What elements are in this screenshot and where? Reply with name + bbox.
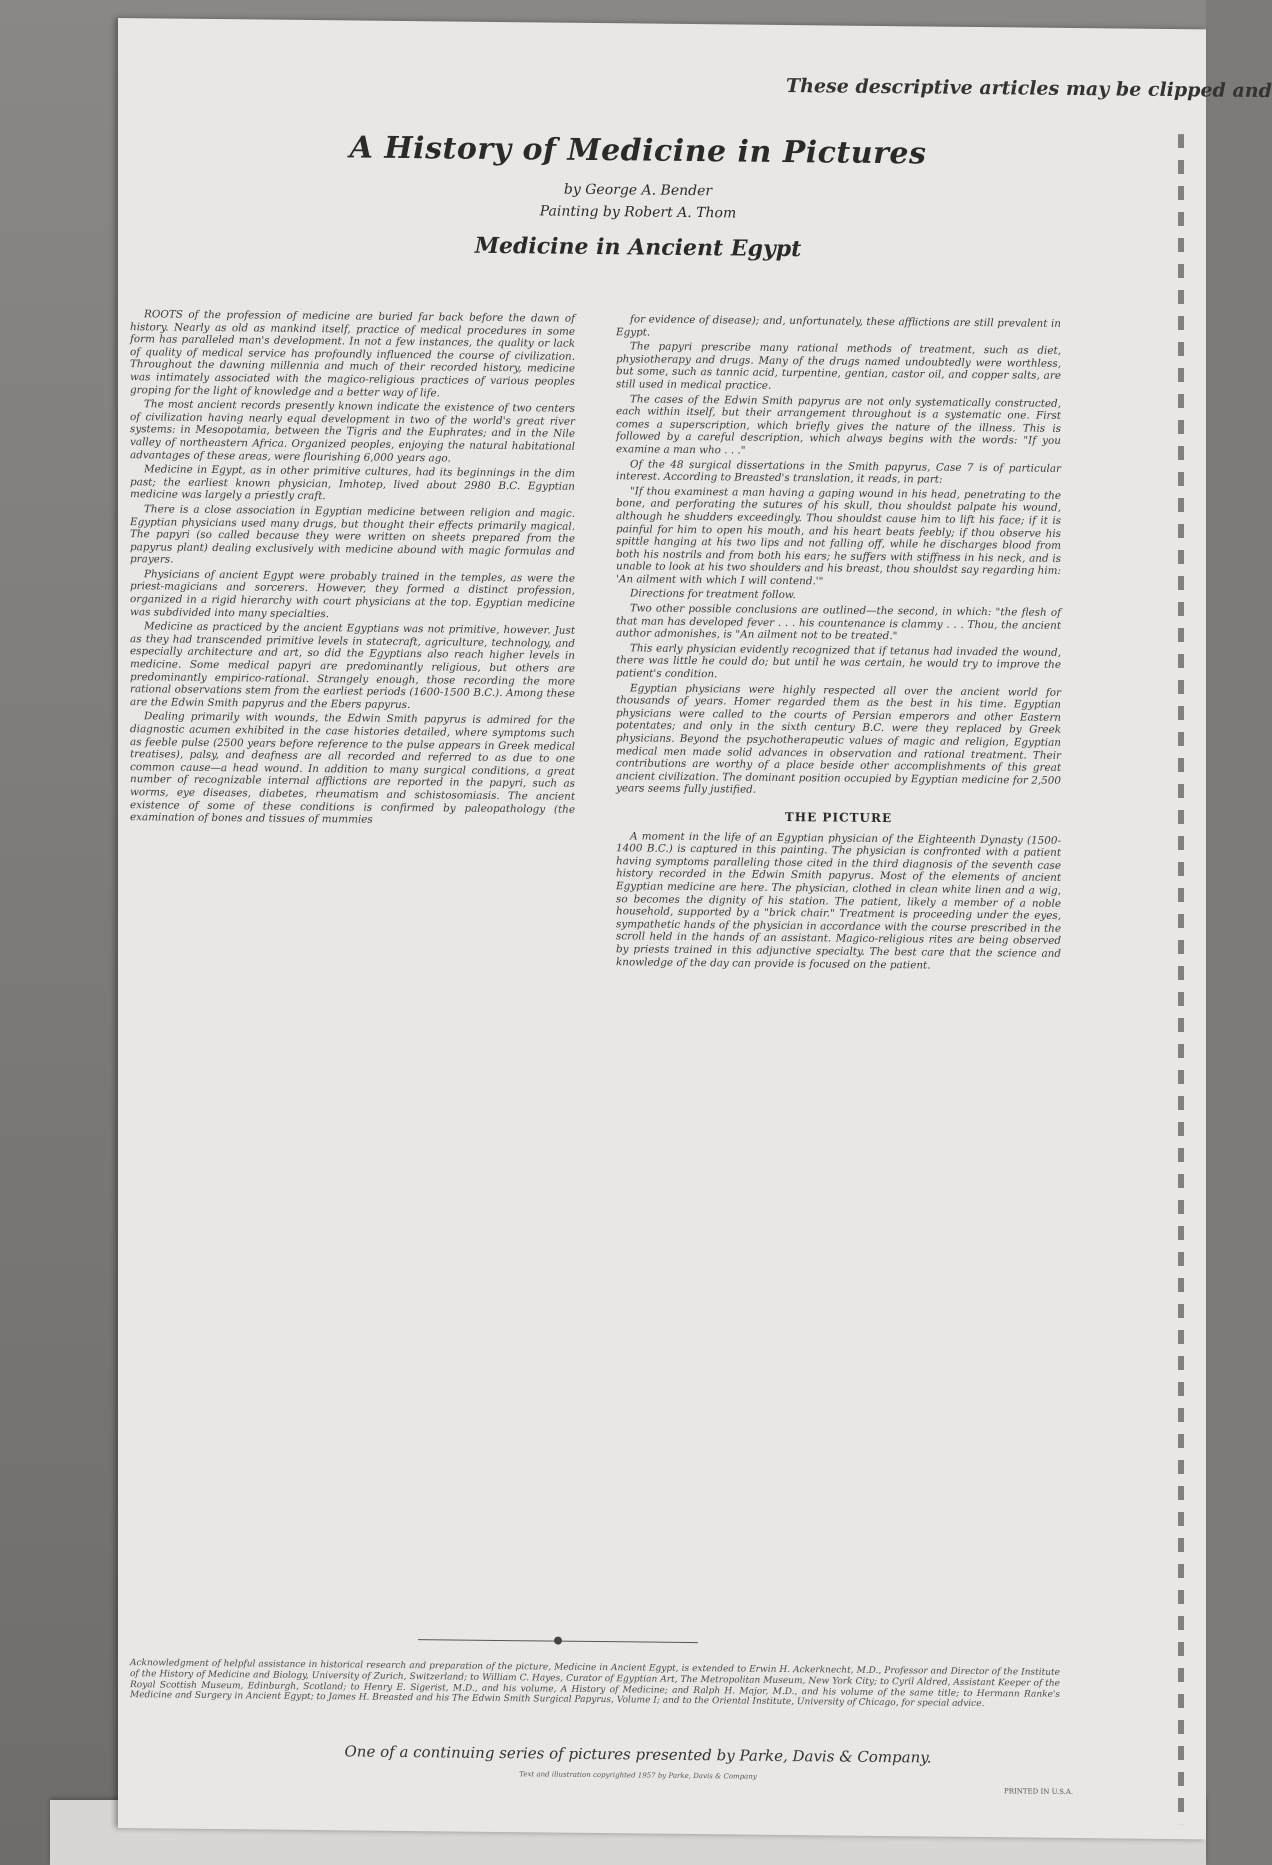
divider-ornament bbox=[554, 1637, 562, 1645]
right-column bbox=[616, 313, 1061, 975]
paragraph: Directions for treatment follow. bbox=[630, 587, 796, 602]
picture-heading: THE PICTURE bbox=[784, 809, 893, 826]
author-byline: by George A. Bender bbox=[563, 181, 713, 200]
paragraph: The most ancient records presently known indicate the existence of two centers of civilization having nearly equal development in two of the world's great river systems: in Mesopotamia, between the Tigris and the Euphrates; and in the Nile valley of northeastern Africa. Organized peoples, enjoying the natural habitational advantages of these areas, were flourishing 6,000 years ago. bbox=[130, 398, 575, 465]
article-title: A History of Medicine in Pictures bbox=[349, 130, 927, 172]
printed-note: PRINTED IN U.S.A. bbox=[1004, 1787, 1074, 1797]
paragraph: Two other possible conclusions are outlined—the second, in which: "the flesh of that man has developed fever . . . his countenance is clammy . . . Thou, the ancient author admonishes, is "An ailment not to be treated." bbox=[616, 602, 1061, 643]
clip-note: These descriptive articles may be clipped and bbox=[786, 74, 1272, 103]
paragraph: Physicians of ancient Egypt were probably trained in the temples, as were the priest-magicians and sorcerers. However, they formed a distinct profession, organized in a rigid hierarchy with court physicians at the top. Egyptian medicine was subdivided into many specialties. bbox=[130, 568, 575, 620]
copyright-line: Text and illustration copyrighted 1957 by Parke, Davis & Company bbox=[519, 1770, 757, 1781]
picture-description: A moment in the life of an Egyptian physician of the Eighteenth Dynasty (1500-1400 B.C.) is captured in this painting. The physician is confronted with a patient having symptoms paralleling those cited in the third diagnosis of the seventh case history recorded in the Edwin Smith papyrus. Most of the elements of ancient Egyptian medicine are here. The physician, clothed in clean white linen and a wig, so becomes the dignity of his station. The patient, likely a member of a noble household, supported by a "brick chair." Treatment is proceeding under the eyes, sympathetic hands of the physician in accordance with the course prescribed in the scroll held in the hands of an assistant. Magico-religious rites are being observed by priests trained in this adjunctive specialty. The best care that the science and knowledge of the day can provide is focused on the patient. bbox=[616, 829, 1061, 972]
paragraph: Of the 48 surgical dissertations in the Smith papyrus, Case 7 is of particular interest. According to Breasted's translation, it reads, in part: bbox=[616, 457, 1061, 486]
paragraph: This early physician evidently recognized that if tetanus had invaded the wound, there was little he could do; but until he was certain, he would try to improve the patient's condition. bbox=[616, 642, 1061, 681]
paragraph: "If thou examinest a man having a gaping wound in his head, penetrating to the bone, and perforating the sutures of his skull, thou shouldst palpate his wound, although he shudders exceedingly. Thou shouldst cause him to lift his face; if it is painful for him to open his mouth, and his heart beats feebly; if thou observe his spittle hanging at his two lips and not falling off, while he discharges blood from both his nostrils and from both his ears; he suffers with stiffness in his neck, and is unable to look at his two shoulders and his breast, thou shouldst say regarding him: 'An ailment with which I will contend.'" bbox=[616, 485, 1061, 588]
document-sheet bbox=[118, 18, 1272, 1839]
paragraph: Medicine as practiced by the ancient Egyptians was not primitive, however. Just as they had transcended primitive levels in statecraft, agriculture, technology, and especially architecture and art, so did the Egyptians also reach higher levels in medicine. Some medical papyri are predominantly religious, but others are predominantly empirico-rational. Strangely enough, those recording the more rational observations stem from the earliest periods (1600-1500 B.C.). Among these are the Edwin Smith papyrus and the Ebers papyrus. bbox=[130, 620, 575, 711]
paragraph: ROOTS of the profession of medicine are buried far back before the dawn of history. Nearly as old as mankind itself, practice of medical procedures in some form has paralleled man's development. In not a few instances, the quality or lack of quality of medical service has profoundly influenced the course of civilization. Throughout the dawning millennia and much of their recorded history, medicine was intimately associated with the magico-religious practices of various peoples groping for the light of knowledge and a better way of life. bbox=[130, 308, 575, 399]
paragraph: There is a close association in Egyptian medicine between religion and magic. Egyptian physicians used many drugs, but thought their effects primarily magical. The papyri (so called because they were written on sheets prepared from the papyrus plant) dealing exclusively with medicine abound with magic formulas and prayers. bbox=[130, 503, 575, 566]
acknowledgment: Acknowledgment of helpful assistance in historical research and preparation of the picture, Medicine in Ancient Egypt, is extended to Erwin H. Ackerknecht, M.D., Professor and Director of the Institute of the History of Medicine and Biology, University of Zurich, Switzerland; to William C. Hayes, Curator of Egyptian Art, The Metropolitan Museum, New York City; to Cyril Aldred, Assistant Keeper of the Royal Scottish Museum, Edinburgh, Scotland; to Henry E. Sigerist, M.D., and his volume, A History of Medicine; and Ralph H. Major, M.D., and his volume of the same title; to Hermann Ranke's Medicine and Surgery in Ancient Egypt; to James H. Breasted and his The Edwin Smith Surgical Papyrus, Volume I; and to the Oriental Institute, University of Chicago, for special advice. bbox=[130, 1658, 1060, 1710]
series-note: One of a continuing series of pictures presented by Parke, Davis & Company. bbox=[344, 1742, 932, 1767]
paragraph: The papyri prescribe many rational methods of treatment, such as diet, physiotherapy and drugs. Many of the drugs named undoubtedly were worthless, but some, such as tannic acid, turpentine, gentian, castor oil, and copper salts, are still used in medical practice. bbox=[616, 340, 1061, 392]
painting-credit: Painting by Robert A. Thom bbox=[539, 203, 737, 222]
paragraph: for evidence of disease); and, unfortunately, these afflictions are still prevalent in Egypt. bbox=[616, 313, 1061, 339]
article-subtitle: Medicine in Ancient Egypt bbox=[474, 232, 802, 263]
paragraph: Dealing primarily with wounds, the Edwin Smith papyrus is admired for the diagnostic acumen exhibited in the case histories detailed, where symptoms such as feeble pulse (2500 years before reference to the pulse appears in Greek medical treatises), palsy, and deafness are all recorded and referred to as due to one common cause—a head wound. In addition to many surgical conditions, a great number of recognizable internal afflictions are reported in the papyri, such as worms, eye diseases, diabetes, rheumatism and schistosomiasis. The ancient existence of some of these conditions is confirmed by paleopathology (the examination of bones and tissues of mummies bbox=[130, 710, 575, 826]
article-header bbox=[118, 128, 1158, 266]
paragraph: The cases of the Edwin Smith papyrus are not only systematically constructed, each within itself, but their arrangement throughout is a systematic one. First comes a superscription, which briefly gives the nature of the illness. This is followed by a careful description, which always begins with the words: "If you examine a man who . . ." bbox=[616, 392, 1061, 457]
paragraph: Medicine in Egypt, as in other primitive cultures, had its beginnings in the dim past; the earliest known physician, Imhotep, lived about 2980 B.C. Egyptian medicine was largely a priestly craft. bbox=[130, 463, 575, 503]
perforation-line bbox=[1178, 134, 1184, 1824]
left-column bbox=[130, 308, 575, 830]
paragraph: Egyptian physicians were highly respected all over the ancient world for thousands of years. Homer regarded them as the best in his time. Egyptian physicians were called to the courts of Persian emperors and other Eastern potentates; and only in the sixth century B.C. were they replaced by Greek physicians. Beyond the psychotherapeutic values of magic and religion, Egyptian medical men made solid advances in observation and rational treatment. Their contributions are worthy of a place beside other accomplishments of this great ancient civilization. The dominant position occupied by Egyptian medicine for 2,500 years seems fully justified. bbox=[616, 681, 1061, 797]
